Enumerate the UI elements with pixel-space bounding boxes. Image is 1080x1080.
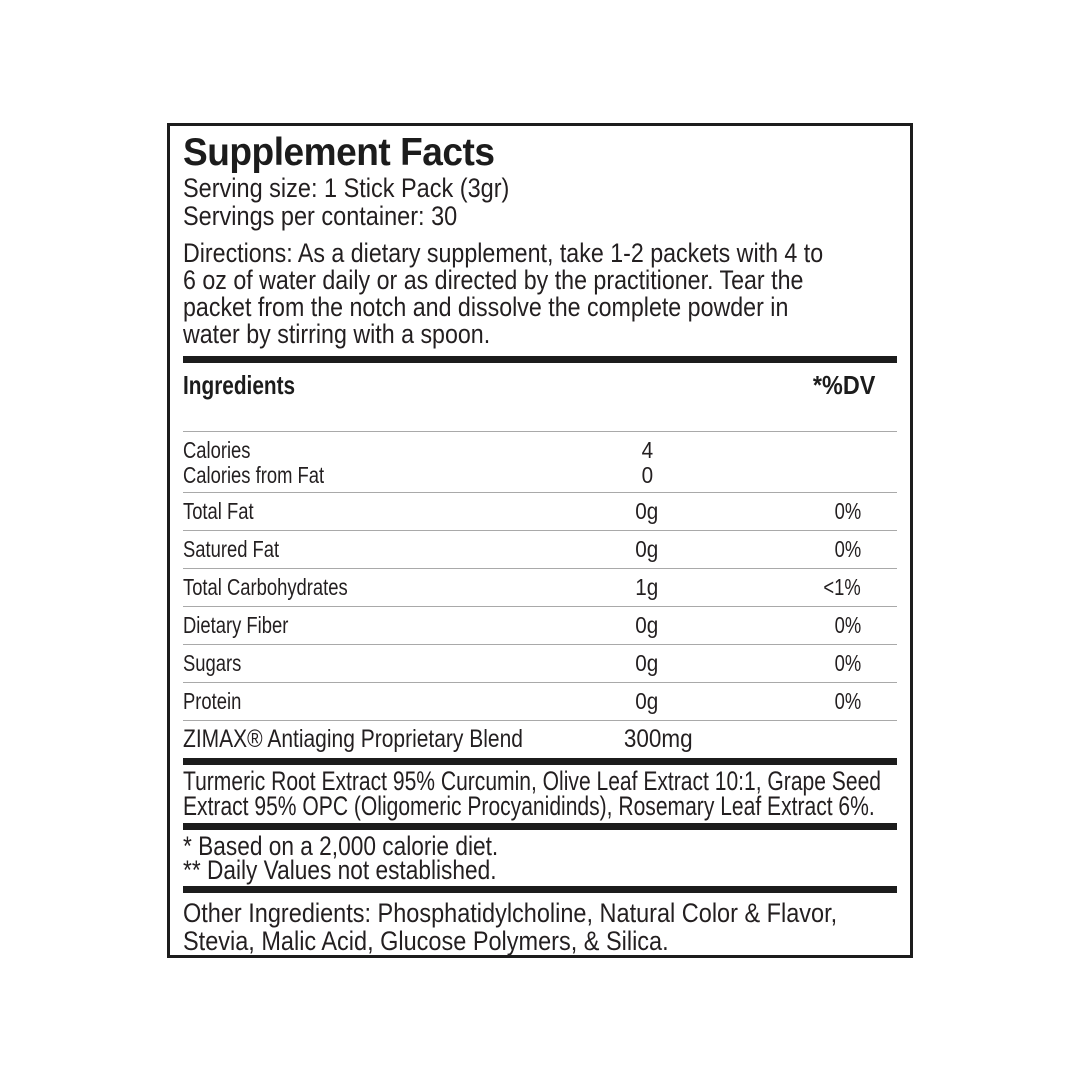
- footnotes: [183, 830, 897, 886]
- other-ingredients-line: Stevia, Malic Acid, Glucose Polymers, & Silica.: [183, 926, 669, 956]
- row-dv: 0%: [834, 688, 861, 714]
- row-label: Protein: [183, 688, 242, 714]
- serving-size-line: Serving size: 1 Stick Pack (3gr): [183, 173, 510, 203]
- table-row: [183, 607, 897, 644]
- row-amount: 0g: [635, 688, 659, 714]
- table-row: [183, 569, 897, 606]
- calories-group: [183, 432, 897, 492]
- heavy-rule-top: [183, 356, 897, 363]
- directions-line: Directions: As a dietary supplement, take 1-2 packets with 4 to: [183, 238, 824, 268]
- table-row: [183, 645, 897, 682]
- row-label: Total Carbohydrates: [183, 574, 348, 600]
- blend-description: [183, 765, 897, 823]
- table-row: [183, 462, 897, 487]
- table-row: [183, 437, 897, 462]
- supplement-facts-panel: [167, 123, 913, 958]
- row-amount: 4: [641, 437, 653, 463]
- row-dv: 0%: [834, 612, 861, 638]
- row-label: Satured Fat: [183, 536, 280, 562]
- row-amount: 0g: [635, 612, 659, 638]
- row-amount: 1g: [635, 574, 659, 600]
- dv-header: *%DV: [812, 370, 875, 400]
- directions-paragraph: [183, 240, 897, 348]
- panel-title: [183, 132, 897, 174]
- servings-per-container-line: Servings per container: 30: [183, 201, 458, 231]
- row-amount: 0g: [635, 536, 659, 562]
- footnote-daily-values: ** Daily Values not established.: [183, 855, 497, 885]
- proprietary-blend-row: [183, 721, 897, 758]
- row-dv: 0%: [834, 498, 861, 524]
- row-label: ZIMAX® Antiaging Proprietary Blend: [183, 725, 523, 753]
- row-amount: 300mg: [623, 725, 693, 753]
- heavy-rule-footnote-bottom: [183, 886, 897, 893]
- row-amount: 0: [641, 462, 653, 488]
- other-ingredients-line: Other Ingredients: Phosphatidylcholine, Natural Color & Flavor,: [183, 898, 838, 928]
- row-label: Calories: [183, 437, 251, 463]
- row-label: Dietary Fiber: [183, 612, 289, 638]
- row-label: Sugars: [183, 650, 242, 676]
- row-dv: 0%: [834, 536, 861, 562]
- directions-line: 6 oz of water daily or as directed by the practitioner. Tear the: [183, 265, 804, 295]
- other-ingredients: [183, 893, 897, 955]
- row-label: Total Fat: [183, 498, 254, 524]
- row-amount: 0g: [635, 650, 659, 676]
- table-row: [183, 493, 897, 530]
- directions-line: water by stirring with a spoon.: [183, 319, 491, 349]
- table-row: [183, 531, 897, 568]
- table-row: [183, 683, 897, 720]
- row-dv: 0%: [834, 650, 861, 676]
- blend-description-line: Turmeric Root Extract 95% Curcumin, Olive Leaf Extract 10:1, Grape Seed: [183, 766, 882, 796]
- blend-description-line: Extract 95% OPC (Oligomeric Procyanidinds), Rosemary Leaf Extract 6%.: [183, 791, 875, 821]
- heavy-rule-blend-top: [183, 758, 897, 765]
- ingredients-header: Ingredients: [183, 370, 296, 400]
- directions-line: packet from the notch and dissolve the complete powder in: [183, 292, 789, 322]
- table-header-row: [183, 363, 897, 431]
- panel-title-text: Supplement Facts: [183, 131, 495, 174]
- row-label: Calories from Fat: [183, 462, 325, 488]
- row-dv: <1%: [823, 574, 861, 600]
- footnote-calorie-diet: * Based on a 2,000 calorie diet.: [183, 831, 499, 861]
- row-amount: 0g: [635, 498, 659, 524]
- heavy-rule-blend-bottom: [183, 823, 897, 830]
